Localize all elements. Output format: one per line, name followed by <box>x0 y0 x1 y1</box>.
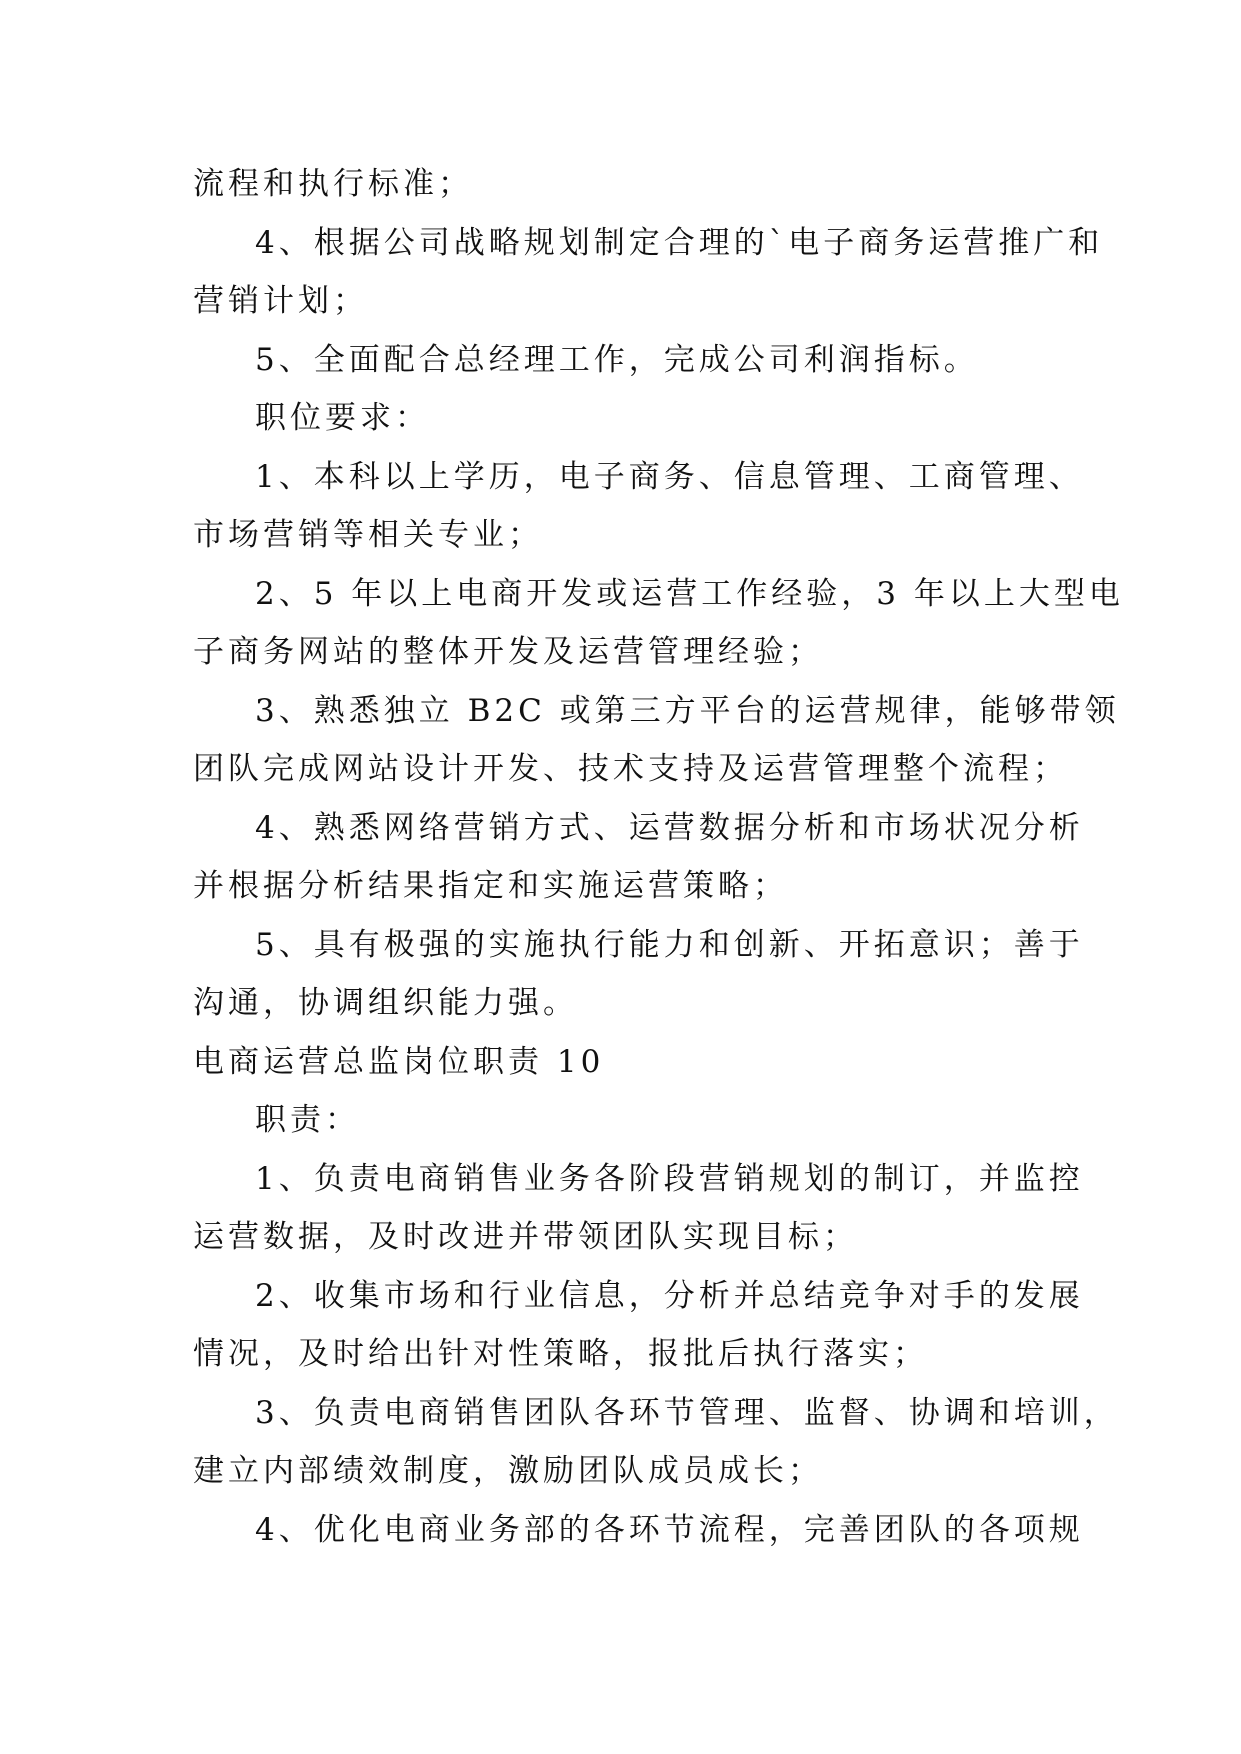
section-heading: 职位要求： <box>255 400 430 436</box>
text-line: 并根据分析结果指定和实施运营策略； <box>193 868 788 904</box>
text-line: 1、负责电商销售业务各阶段营销规划的制订，并监控 <box>255 1160 1084 1197</box>
text-line: 建立内部绩效制度，激励团队成员成长； <box>193 1453 823 1489</box>
text-line: 运营数据，及时改进并带领团队实现目标； <box>193 1219 858 1255</box>
text-line: 情况，及时给出针对性策略，报批后执行落实； <box>193 1336 928 1372</box>
document-body <box>193 155 1124 1559</box>
text-line: 市场营销等相关专业； <box>193 517 543 553</box>
text-line: 2、5 年以上电商开发或运营工作经验，3 年以上大型电 <box>255 575 1124 612</box>
text-line: 4、优化电商业务部的各环节流程，完善团队的各项规 <box>255 1511 1084 1548</box>
text-line: 4、熟悉网络营销方式、运营数据分析和市场状况分析 <box>255 809 1084 846</box>
document-heading: 电商运营总监岗位职责 10 <box>193 1043 605 1080</box>
text-line: 3、负责电商销售团队各环节管理、监督、协调和培训， <box>255 1394 1119 1431</box>
text-line: 1、本科以上学历，电子商务、信息管理、工商管理、 <box>255 458 1084 495</box>
text-line: 5、全面配合总经理工作，完成公司利润指标。 <box>255 341 979 378</box>
text-line: 团队完成网站设计开发、技术支持及运营管理整个流程； <box>193 751 1068 787</box>
text-line: 沟通，协调组织能力强。 <box>193 985 578 1021</box>
text-line: 3、熟悉独立 B2C 或第三方平台的运营规律，能够带领 <box>255 692 1120 729</box>
text-line: 5、具有极强的实施执行能力和创新、开拓意识；善于 <box>255 926 1084 963</box>
section-heading: 职责： <box>255 1102 360 1138</box>
text-line: 子商务网站的整体开发及运营管理经验； <box>193 634 823 670</box>
text-line: 4、根据公司战略规划制定合理的`电子商务运营推广和 <box>255 224 1104 261</box>
text-line: 流程和执行标准； <box>193 166 473 202</box>
text-line: 2、收集市场和行业信息，分析并总结竞争对手的发展 <box>255 1277 1084 1314</box>
text-line: 营销计划； <box>193 283 368 319</box>
